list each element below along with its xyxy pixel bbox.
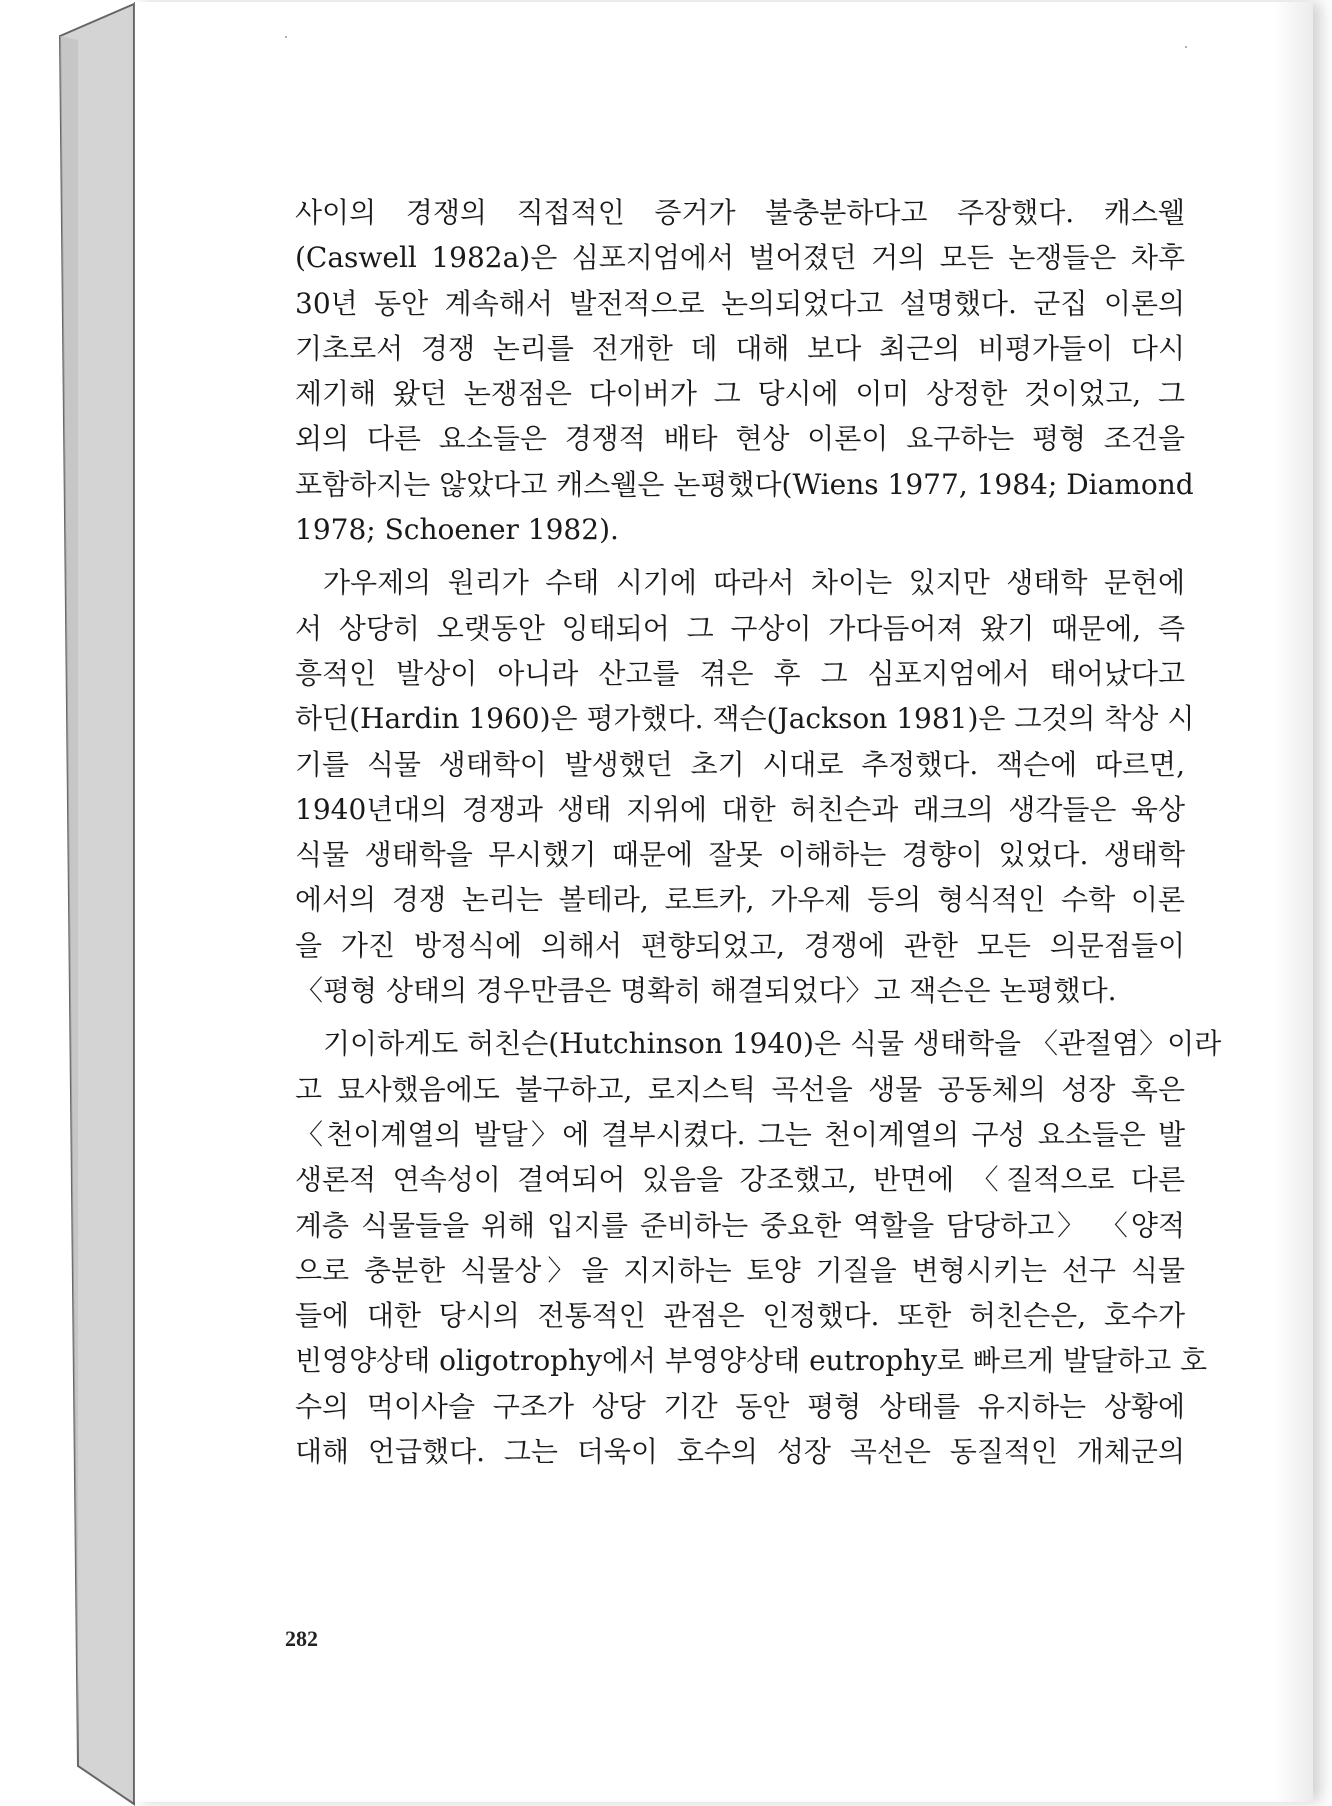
text-line: 기를 식물 생태학이 발생했던 초기 시대로 추정했다. 잭슨에 따르면, (295, 747, 1185, 781)
text-line: 제기해 왔던 논쟁점은 다이버가 그 당시에 이미 상정한 것이었고, 그 (295, 377, 1185, 411)
text-line: 1978; Schoener 1982). (295, 513, 619, 547)
text-line: 포함하지는 않았다고 캐스웰은 논평했다(Wiens 1977, 1984; Diamond (295, 467, 1194, 501)
text-line: 가우제의 원리가 수태 시기에 따라서 차이는 있지만 생태학 문헌에 (323, 566, 1185, 600)
text-line: 30년 동안 계속해서 발전적으로 논의되었다고 설명했다. 군집 이론의 (295, 286, 1185, 320)
text-line: 서 상당히 오랫동안 잉태되어 그 구상이 가다듬어져 왔기 때문에, 즉 (295, 611, 1185, 645)
text-line: 을 가진 방정식에 의해서 편향되었고, 경쟁에 관한 모든 의문점들이 (295, 928, 1185, 962)
text-line: 생론적 연속성이 결여되어 있음을 강조했고, 반면에 〈질적으로 다른 (295, 1163, 1185, 1197)
book-page (134, 2, 1313, 1802)
book-side (0, 0, 140, 1806)
text-line: 대해 언급했다. 그는 더욱이 호수의 성장 곡선은 동질적인 개체군의 (295, 1435, 1185, 1469)
page-edge-shadow (1273, 2, 1313, 1802)
text-line: 에서의 경쟁 논리는 볼테라, 로트카, 가우제 등의 형식적인 수학 이론 (295, 883, 1185, 917)
text-line: 식물 생태학을 무시했기 때문에 잘못 이해하는 경향이 있었다. 생태학 (295, 838, 1185, 872)
text-line: 흥적인 발상이 아니라 산고를 겪은 후 그 심포지엄에서 태어났다고 (295, 656, 1185, 690)
body-text (295, 190, 1222, 1474)
scan-speck (1185, 46, 1187, 48)
text-line: 으로 충분한 식물상〉을 지지하는 토양 기질을 변형시키는 선구 식물 (295, 1253, 1185, 1287)
paragraph-2 (295, 560, 1195, 1013)
paragraph-1 (295, 190, 1194, 552)
text-line: 들에 대한 당시의 전통적인 관점은 인정했다. 또한 허친슨은, 호수가 (295, 1299, 1185, 1333)
scan-speck (285, 36, 287, 38)
paragraph-3 (295, 1021, 1222, 1474)
text-line: 사이의 경쟁의 직접적인 증거가 불충분하다고 주장했다. 캐스웰 (295, 196, 1185, 229)
text-line: 〈평형 상태의 경우만큼은 명확히 해결되었다〉고 잭슨은 논평했다. (295, 974, 1117, 1008)
text-line: 〈천이계열의 발달〉에 결부시켰다. 그는 천이계열의 구성 요소들은 발 (295, 1117, 1185, 1151)
text-line: 계층 식물들을 위해 입지를 준비하는 중요한 역할을 담당하고〉 〈양적 (295, 1208, 1185, 1242)
text-line: (Caswell 1982a)은 심포지엄에서 벌어졌던 거의 모든 논쟁들은 차후 (295, 241, 1185, 275)
page-number: 282 (285, 1626, 318, 1651)
text-line: 기초로서 경쟁 논리를 전개한 데 대해 보다 최근의 비평가들이 다시 (295, 331, 1185, 365)
text-line: 수의 먹이사슬 구조가 상당 기간 동안 평형 상태를 유지하는 상황에 (295, 1389, 1185, 1423)
text-line: 기이하게도 허친슨(Hutchinson 1940)은 식물 생태학을 〈관절염〉이라 (323, 1027, 1222, 1061)
text-line: 빈영양상태 oligotrophy에서 부영양상태 eutrophy로 빠르게 발달하고 호 (295, 1344, 1208, 1378)
text-line: 고 묘사했음에도 불구하고, 로지스틱 곡선을 생물 공동체의 성장 혹은 (295, 1072, 1185, 1106)
text-line: 1940년대의 경쟁과 생태 지위에 대한 허친슨과 래크의 생각들은 육상 (295, 792, 1185, 826)
text-line: 외의 다른 요소들은 경쟁적 배타 현상 이론이 요구하는 평형 조건을 (295, 422, 1185, 456)
text-line: 하딘(Hardin 1960)은 평가했다. 잭슨(Jackson 1981)은 그것의 착상 시 (295, 702, 1195, 736)
